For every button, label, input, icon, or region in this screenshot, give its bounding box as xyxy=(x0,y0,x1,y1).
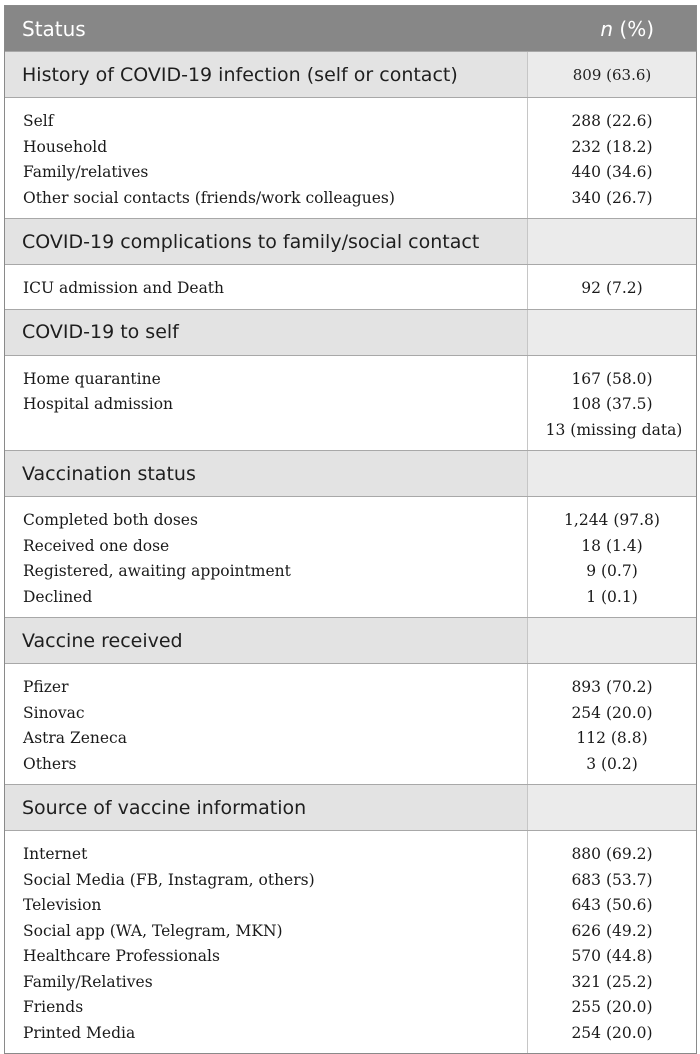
row-value: 254 (20.0) xyxy=(571,703,653,722)
row-value: 880 (69.2) xyxy=(571,845,653,863)
row-label: Internet xyxy=(23,845,88,863)
row-label: Other social contacts (friends/work colleagues) xyxy=(23,188,395,207)
section-title: Vaccination status xyxy=(22,462,196,485)
row-value: 13 (missing data) xyxy=(545,420,683,439)
section-body xyxy=(5,264,696,309)
row-label: Registered, awaiting appointment xyxy=(23,562,291,580)
row-label: Friends xyxy=(23,998,84,1016)
row-value: 893 (70.2) xyxy=(571,678,653,696)
section-total xyxy=(527,785,696,830)
row-value: 321 (25.2) xyxy=(571,972,653,991)
n-label: n xyxy=(600,16,614,41)
section-total xyxy=(527,219,696,264)
row-label: Healthcare Professionals xyxy=(23,947,220,965)
section-title: History of COVID-19 infection (self or contact) xyxy=(22,63,458,86)
value-column xyxy=(527,356,696,451)
value-column xyxy=(527,664,696,784)
status-column-header: Status xyxy=(22,16,86,41)
section-header-row xyxy=(5,450,696,496)
value-column xyxy=(527,98,696,218)
row-label: Declined xyxy=(23,587,93,606)
row-value: 254 (20.0) xyxy=(571,1023,653,1042)
section-total: 809 (63.6) xyxy=(527,52,696,97)
row-value: 108 (37.5) xyxy=(571,395,653,413)
row-value: 255 (20.0) xyxy=(571,998,653,1016)
row-value: 570 (44.8) xyxy=(571,947,653,965)
label-column xyxy=(5,675,527,777)
label-column xyxy=(5,276,527,302)
row-value: 18 (1.4) xyxy=(581,536,643,555)
section-title: Source of vaccine information xyxy=(22,796,307,819)
label-column xyxy=(5,109,527,211)
row-value: 626 (49.2) xyxy=(571,921,653,940)
row-label: Pfizer xyxy=(23,678,69,696)
row-label: Astra Zeneca xyxy=(23,729,127,747)
row-label: Received one dose xyxy=(23,536,170,555)
value-column xyxy=(527,265,696,309)
row-value: 1,244 (97.8) xyxy=(564,511,660,529)
row-value: 1 (0.1) xyxy=(586,587,638,606)
row-label: Others xyxy=(23,754,77,773)
section-total xyxy=(527,451,696,496)
row-value: 232 (18.2) xyxy=(571,137,653,156)
row-label: Family/relatives xyxy=(23,163,149,181)
row-value: 643 (50.6) xyxy=(571,896,653,914)
section-total xyxy=(527,618,696,663)
row-label: Social Media (FB, Instagram, others) xyxy=(23,870,315,889)
row-label: Family/Relatives xyxy=(23,972,153,991)
section-total xyxy=(527,310,696,355)
section-body xyxy=(5,663,696,784)
row-label: Self xyxy=(23,112,54,130)
row-value: 92 (7.2) xyxy=(581,279,643,297)
section-body xyxy=(5,496,696,617)
value-column xyxy=(527,497,696,617)
percent-label: (%) xyxy=(613,16,654,41)
row-value: 9 (0.7) xyxy=(586,562,638,580)
row-label: Completed both doses xyxy=(23,511,198,529)
section-title: Vaccine received xyxy=(22,629,183,652)
row-label xyxy=(23,418,527,444)
row-label: Hospital admission xyxy=(23,395,174,413)
section-title: COVID-19 to self xyxy=(22,321,179,343)
section-body xyxy=(5,830,696,1053)
label-column xyxy=(5,508,527,610)
table-body xyxy=(5,51,696,1053)
n-percent-column-header xyxy=(600,17,654,41)
row-label: Television xyxy=(23,896,102,914)
section-body xyxy=(5,355,696,451)
row-label: Home quarantine xyxy=(23,369,161,388)
section-header-row xyxy=(5,784,696,830)
row-label: Sinovac xyxy=(23,703,85,722)
row-label: Social app (WA, Telegram, MKN) xyxy=(23,921,283,940)
table-header-row xyxy=(5,6,696,51)
section-header-row xyxy=(5,218,696,264)
row-value: 683 (53.7) xyxy=(571,870,653,889)
section-header-row xyxy=(5,51,696,97)
row-value: 340 (26.7) xyxy=(571,188,653,207)
row-value: 112 (8.8) xyxy=(576,729,648,747)
section-header-row xyxy=(5,309,696,355)
row-value: 167 (58.0) xyxy=(571,369,653,388)
value-column xyxy=(527,831,696,1053)
status-table xyxy=(4,5,697,1054)
row-value: 288 (22.6) xyxy=(571,112,653,130)
section-header-row xyxy=(5,617,696,663)
section-title: COVID-19 complications to family/social contact xyxy=(22,230,480,253)
row-label: Printed Media xyxy=(23,1023,136,1042)
section-body xyxy=(5,97,696,218)
label-column xyxy=(5,367,527,444)
label-column xyxy=(5,842,527,1046)
row-value: 3 (0.2) xyxy=(586,754,638,773)
row-label: ICU admission and Death xyxy=(23,279,225,297)
row-label: Household xyxy=(23,137,108,156)
row-value: 440 (34.6) xyxy=(571,163,653,181)
